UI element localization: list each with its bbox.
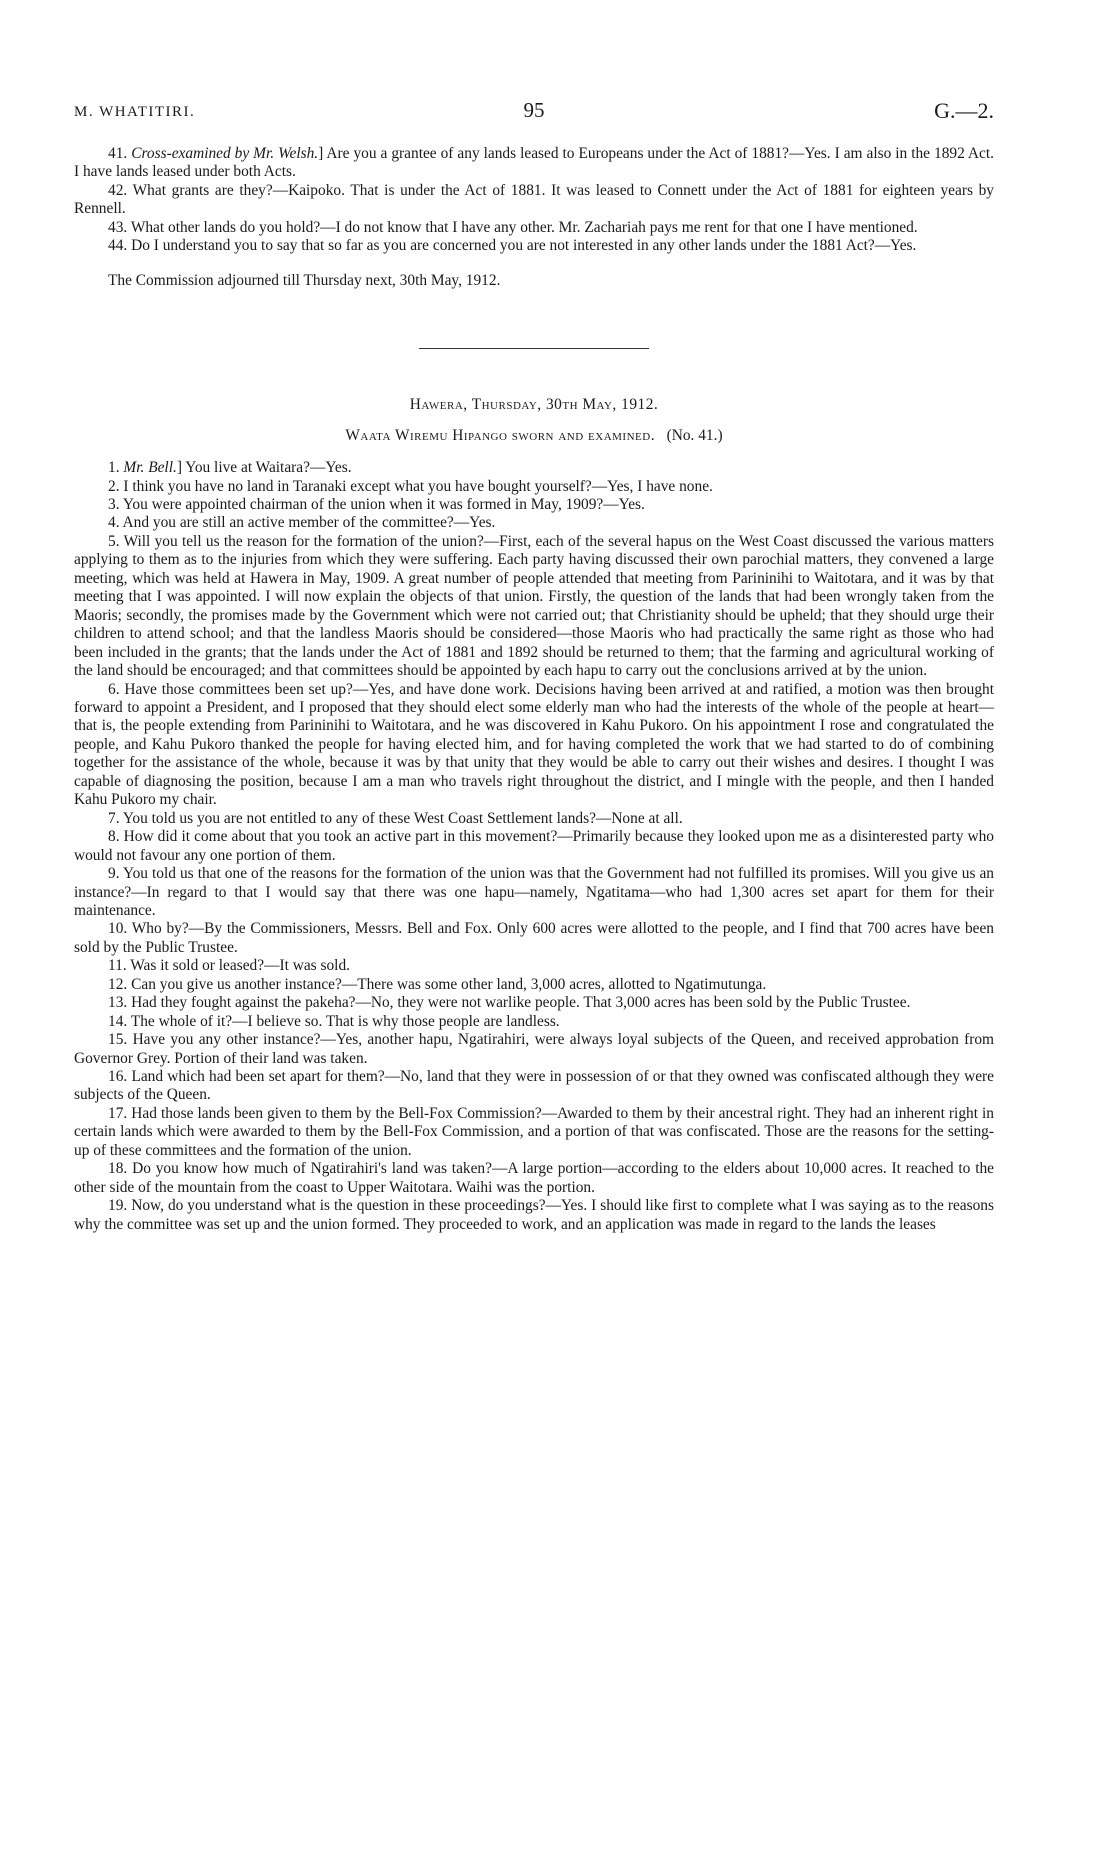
page-header bbox=[74, 98, 994, 128]
paragraph-q7: 7. You told us you are not entitled to any of these West Coast Settlement lands?—None at all. bbox=[108, 809, 683, 827]
paragraph-q19: 19. Now, do you understand what is the question in these proceedings?—Yes. I should like first to complete what I was saying as to the reasons why the committee was set up and the union formed. They proceeded to work, and an application was made in regard to the lands the leases bbox=[74, 1197, 994, 1233]
examiner-label: Mr. Bell. bbox=[123, 459, 177, 477]
paragraph-q41: 41. Cross-examined by Mr. Welsh.] Are you a grantee of any lands leased to Europeans under the Act of 1881?—Yes. I am also in the 1892 Act. I have lands leased under both Acts. bbox=[74, 145, 994, 181]
paragraph-q15: 15. Have you any other instance?—Yes, another hapu, Ngatirahiri, were always loyal subjects of the Queen, and received approbation from Governor Grey. Portion of their land was taken. bbox=[74, 1031, 994, 1067]
paragraph-q9: 9. You told us that one of the reasons for the formation of the union was that the Government had not fulfilled its promises. Will you give us an instance?—In regard to that I would say that there was one hapu—namely, Ngatitama—who had 1,300 acres set apart for them for their maintenance. bbox=[74, 865, 995, 919]
paragraph-q44: 44. Do I understand you to say that so far as you are concerned you are not interested in any other lands under the 1881 Act?—Yes. bbox=[108, 237, 917, 255]
paragraph-q5: 5. Will you tell us the reason for the formation of the union?—First, each of the several hapus on the West Coast discussed the various matters applying to them as to the injuries from which they were suffering. Each party having discussed their own parochial matters, they convened a large meeting, which was held at Hawera in May, 1909. A great number of people attended that meeting from Parininihi to Waitotara, and it was by that meeting that I was appointed. I will now explain the objects of that union. Firstly, the question of the lands that had been wrongly taken from the Maoris; secondly, the promises made by the Government which were not carried out; that Christianity should be upheld; that they should urge their children to attend school; and that the landless Maoris should be considered—those Maoris who had practically the same right as those who had been included in the grants; that the lands under the Act of 1881 and 1892 should be returned to them; that the farming and agricultural working of the land should be encouraged; and that committees should be appointed by each hapu to carry out the conclusions arrived at by the union. bbox=[74, 532, 994, 680]
paragraph-q1: 1. Mr. Bell.] You live at Waitara?—Yes. bbox=[108, 459, 352, 477]
paragraph-q10: 10. Who by?—By the Commissioners, Messrs. Bell and Fox. Only 600 acres were allotted to the people, and I find that 700 acres have been sold by the Public Trustee. bbox=[74, 920, 994, 956]
adjournment-note: The Commission adjourned till Thursday next, 30th May, 1912. bbox=[108, 271, 501, 289]
session-heading: Hawera, Thursday, 30th May, 1912. bbox=[409, 396, 659, 414]
body-text bbox=[74, 145, 994, 1234]
paragraph-q42: 42. What grants are they?—Kaipoko. That is under the Act of 1881. It was leased to Connett under the Act of 1881 for eighteen years by Rennell. bbox=[74, 181, 994, 218]
paragraph-q17: 17. Had those lands been given to them by the Bell-Fox Commission?—Awarded to them by their ancestral right. They had an inherent right in certain lands which were awarded to them by the Bell-Fox Commission, and a portion of that was confiscated. Those are the reasons for the setting-up of these committees and the formation of the union. bbox=[74, 1104, 994, 1159]
witness-heading: Waata Wiremu Hipango sworn and examined. (No. 41.) bbox=[345, 426, 723, 444]
paragraph-q8: 8. How did it come about that you took an active part in this movement?—Primarily because they looked upon me as a disinterested party who would not favour any one portion of them. bbox=[74, 828, 995, 864]
paragraph-q12: 12. Can you give us another instance?—There was some other land, 3,000 acres, allotted to Ngatimutunga. bbox=[108, 975, 767, 993]
paragraph-q16: 16. Land which had been set apart for them?—No, land that they were in possession of or that they owned was confiscated although they were subjects of the Queen. bbox=[74, 1068, 994, 1104]
page-number: 95 bbox=[523, 98, 545, 122]
paragraph-q43: 43. What other lands do you hold?—I do not know that I have any other. Mr. Zachariah pays me rent for that one I have mentioned. bbox=[108, 218, 918, 236]
witness-number: (No. 41.) bbox=[666, 426, 723, 444]
paragraph-q13: 13. Had they fought against the pakeha?—No, they were not warlike people. That 3,000 acres has been sold by the Public Trustee. bbox=[108, 994, 911, 1012]
paragraph-q3: 3. You were appointed chairman of the union when it was formed in May, 1909?—Yes. bbox=[108, 495, 645, 513]
paragraph-q18: 18. Do you know how much of Ngatirahiri's land was taken?—A large portion—according to the elders about 10,000 acres. It reached to the other side of the mountain from the coast to Upper Waitotara. Waihi was the portion. bbox=[74, 1160, 994, 1196]
paragraph-q14: 14. The whole of it?—I believe so. That is why those people are landless. bbox=[108, 1012, 560, 1030]
paragraph-q6: 6. Have those committees been set up?—Yes, and have done work. Decisions having been arrived at and ratified, a motion was then brought forward to appoint a President, and I proposed that they should elect some elderly man who had the interests of the whole of the people at heart—that is, the people extending from Parininihi to Waitotara, and he was discovered in Kahu Pukoro. On his appointment I rose and congratulated the people, and Kahu Pukoro thanked the people for having elected him, and for having completed the work that we had started to do of combining together for the assistance of the whole, because it was by that unity that they would be able to carry out their wishes and desires. I thought I was capable of diagnosing the position, because I am a man who travels right throughout the district, and I mingle with the people, and then I handed Kahu Pukoro my chair. bbox=[74, 680, 994, 809]
header-witness-name: M. WHATITIRI. bbox=[74, 104, 196, 120]
document-reference: G.—2. bbox=[934, 98, 994, 123]
paragraph-q2: 2. I think you have no land in Taranaki except what you have bought yourself?—Yes, I have none. bbox=[108, 477, 713, 495]
paragraph-q4: 4. And you are still an active member of the committee?—Yes. bbox=[108, 514, 496, 532]
examiner-label: Cross-examined by Mr. Welsh. bbox=[131, 145, 319, 162]
paragraph-q11: 11. Was it sold or leased?—It was sold. bbox=[108, 957, 350, 975]
section-divider bbox=[419, 348, 649, 349]
